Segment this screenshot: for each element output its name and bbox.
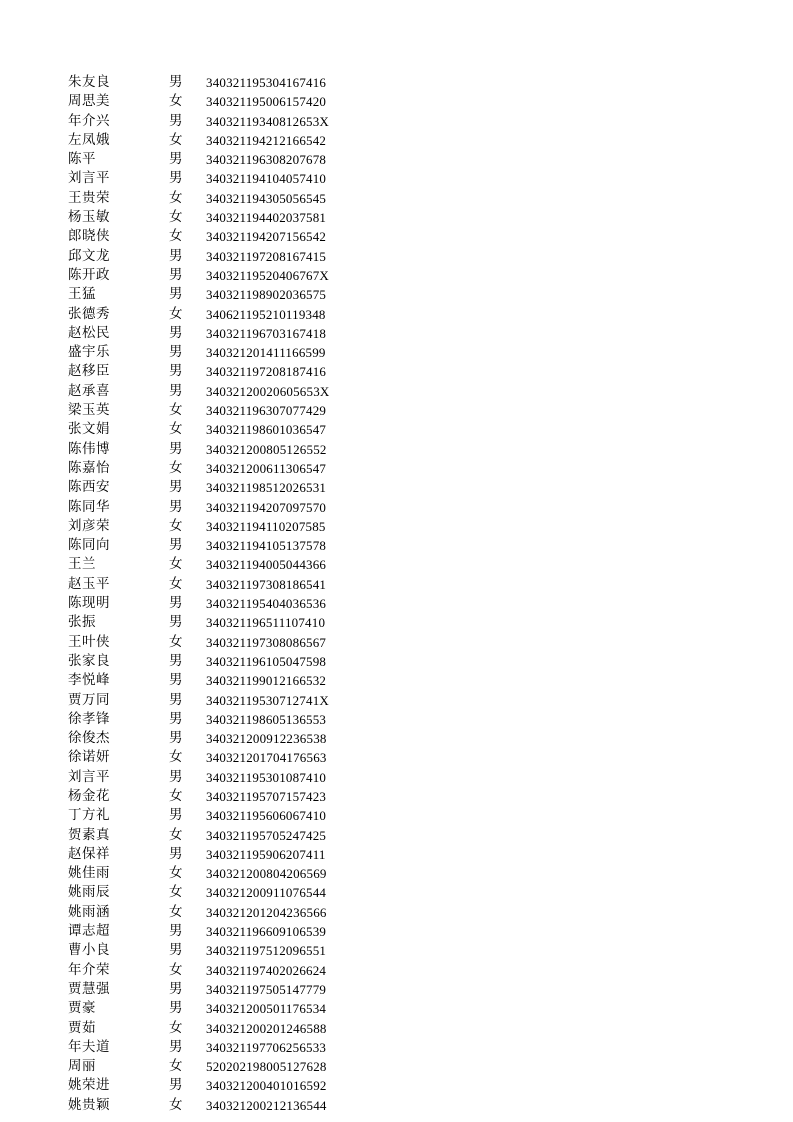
- table-row: [68, 208, 388, 227]
- name-cell: 邱文龙: [68, 247, 110, 264]
- name-cell: 姚佳雨: [68, 865, 110, 882]
- gender-cell: 男: [169, 170, 183, 187]
- gender-cell: 男: [169, 266, 183, 283]
- gender-cell: 女: [169, 421, 183, 438]
- table-row: [68, 440, 388, 459]
- name-cell: 张文娟: [68, 421, 110, 438]
- gender-cell: 男: [169, 614, 183, 631]
- table-row: [68, 883, 388, 902]
- gender-cell: 女: [169, 903, 183, 920]
- id-number-cell: 340321197505147779: [206, 981, 327, 997]
- table-row: [68, 401, 388, 420]
- name-cell: 张振: [68, 614, 96, 631]
- gender-cell: 女: [169, 517, 183, 534]
- id-number-cell: 340321200611306547: [206, 460, 327, 476]
- id-number-cell: 340321197512096551: [206, 943, 327, 959]
- name-cell: 张德秀: [68, 305, 110, 322]
- name-cell: 盛宇乐: [68, 344, 110, 361]
- id-number-cell: 340321198512026531: [206, 480, 327, 496]
- table-row: [68, 633, 388, 652]
- gender-cell: 男: [169, 324, 183, 341]
- table-row: [68, 382, 388, 401]
- name-cell: 陈西安: [68, 479, 110, 496]
- table-row: [68, 131, 388, 150]
- name-cell: 陈同向: [68, 537, 110, 554]
- gender-cell: 女: [169, 189, 183, 206]
- table-row: [68, 420, 388, 439]
- table-row: [68, 864, 388, 883]
- name-cell: 陈嘉怡: [68, 459, 110, 476]
- gender-cell: 女: [169, 93, 183, 110]
- table-row: [68, 1019, 388, 1038]
- table-row: [68, 555, 388, 574]
- name-cell: 贾慧强: [68, 980, 110, 997]
- gender-cell: 女: [169, 402, 183, 419]
- name-cell: 刘言平: [68, 170, 110, 187]
- id-number-cell: 340321200912236538: [206, 731, 327, 747]
- name-cell: 贺素真: [68, 826, 110, 843]
- id-number-cell: 340321196703167418: [206, 325, 327, 341]
- table-row: [68, 941, 388, 960]
- table-row: [68, 536, 388, 555]
- table-row: [68, 517, 388, 536]
- name-cell: 周思美: [68, 93, 110, 110]
- table-row: [68, 498, 388, 517]
- name-cell: 谭志超: [68, 923, 110, 940]
- name-cell: 姚雨辰: [68, 884, 110, 901]
- id-number-cell: 340321196511107410: [206, 615, 326, 631]
- id-number-cell: 340321199012166532: [206, 673, 327, 689]
- id-number-cell: 340321195404036536: [206, 596, 327, 612]
- name-cell: 陈现明: [68, 595, 110, 612]
- name-cell: 赵玉平: [68, 575, 110, 592]
- table-row: [68, 652, 388, 671]
- name-cell: 周丽: [68, 1058, 96, 1075]
- id-number-cell: 340321194105137578: [206, 538, 327, 554]
- id-number-cell: 340321195906207411: [206, 846, 326, 862]
- name-cell: 贾万同: [68, 691, 110, 708]
- gender-cell: 女: [169, 1019, 183, 1036]
- table-row: [68, 787, 388, 806]
- gender-cell: 女: [169, 749, 183, 766]
- table-row: [68, 845, 388, 864]
- table-row: [68, 266, 388, 285]
- id-number-cell: 340321194207156542: [206, 229, 327, 245]
- id-number-cell: 340321201411166599: [206, 345, 326, 361]
- table-row: [68, 691, 388, 710]
- table-row: [68, 169, 388, 188]
- name-cell: 王贵荣: [68, 189, 110, 206]
- name-cell: 姚贵颖: [68, 1096, 110, 1113]
- gender-cell: 女: [169, 305, 183, 322]
- gender-cell: 男: [169, 151, 183, 168]
- id-number-cell: 34032119520406767X: [206, 267, 330, 283]
- table-row: [68, 671, 388, 690]
- name-cell: 曹小良: [68, 942, 110, 959]
- id-number-cell: 340321200804206569: [206, 866, 327, 882]
- table-row: [68, 826, 388, 845]
- id-number-cell: 520202198005127628: [206, 1059, 327, 1075]
- table-row: [68, 362, 388, 381]
- id-number-cell: 340321198601036547: [206, 422, 327, 438]
- table-row: [68, 999, 388, 1018]
- gender-cell: 女: [169, 575, 183, 592]
- name-cell: 赵移臣: [68, 363, 110, 380]
- table-row: [68, 1057, 388, 1076]
- name-cell: 左凤娥: [68, 131, 110, 148]
- name-cell: 杨金花: [68, 787, 110, 804]
- name-cell: 徐俊杰: [68, 730, 110, 747]
- table-row: [68, 343, 388, 362]
- table-row: [68, 150, 388, 169]
- id-number-cell: 340321198605136553: [206, 711, 327, 727]
- table-row: [68, 961, 388, 980]
- table-row: [68, 729, 388, 748]
- id-number-cell: 34032120020605653X: [206, 383, 330, 399]
- id-number-cell: 340321194402037581: [206, 210, 327, 226]
- gender-cell: 女: [169, 459, 183, 476]
- id-number-cell: 340321196609106539: [206, 924, 327, 940]
- name-cell: 年介荣: [68, 961, 110, 978]
- gender-cell: 男: [169, 479, 183, 496]
- id-number-cell: 34032119340812653X: [206, 113, 330, 129]
- gender-cell: 男: [169, 112, 183, 129]
- gender-cell: 男: [169, 768, 183, 785]
- name-cell: 陈开政: [68, 266, 110, 283]
- gender-cell: 女: [169, 1096, 183, 1113]
- name-cell: 赵保祥: [68, 845, 110, 862]
- id-number-cell: 340321200201246588: [206, 1020, 327, 1036]
- gender-cell: 男: [169, 691, 183, 708]
- gender-cell: 男: [169, 980, 183, 997]
- id-number-cell: 340321200212136544: [206, 1097, 327, 1113]
- gender-cell: 男: [169, 942, 183, 959]
- id-number-cell: 340321200501176534: [206, 1001, 327, 1017]
- id-number-cell: 340621195210119348: [206, 306, 326, 322]
- id-number-cell: 340321197208187416: [206, 364, 327, 380]
- table-row: [68, 903, 388, 922]
- id-number-cell: 340321200805126552: [206, 441, 327, 457]
- gender-cell: 女: [169, 131, 183, 148]
- table-row: [68, 1076, 388, 1095]
- name-cell: 郎晓侠: [68, 228, 110, 245]
- gender-cell: 男: [169, 537, 183, 554]
- table-row: [68, 710, 388, 729]
- name-cell: 王猛: [68, 286, 96, 303]
- table-row: [68, 92, 388, 111]
- table-row: [68, 305, 388, 324]
- gender-cell: 男: [169, 440, 183, 457]
- id-number-cell: 34032119530712741X: [206, 692, 330, 708]
- table-row: [68, 768, 388, 787]
- table-row: [68, 459, 388, 478]
- table-row: [68, 748, 388, 767]
- gender-cell: 男: [169, 382, 183, 399]
- id-number-cell: 340321194005044366: [206, 557, 327, 573]
- id-number-cell: 340321195006157420: [206, 94, 327, 110]
- name-cell: 赵承喜: [68, 382, 110, 399]
- gender-cell: 男: [169, 595, 183, 612]
- table-row: [68, 613, 388, 632]
- gender-cell: 男: [169, 845, 183, 862]
- gender-cell: 男: [169, 1077, 183, 1094]
- id-number-cell: 340321195606067410: [206, 808, 327, 824]
- name-cell: 丁方礼: [68, 807, 110, 824]
- name-cell: 赵松民: [68, 324, 110, 341]
- id-number-cell: 340321198902036575: [206, 287, 327, 303]
- name-cell: 杨玉敏: [68, 209, 110, 226]
- gender-cell: 男: [169, 923, 183, 940]
- id-number-cell: 340321195707157423: [206, 788, 327, 804]
- id-number-cell: 340321201704176563: [206, 750, 327, 766]
- name-cell: 贾茹: [68, 1019, 96, 1036]
- roster-table: [68, 73, 388, 1115]
- gender-cell: 男: [169, 363, 183, 380]
- table-row: [68, 806, 388, 825]
- gender-cell: 女: [169, 787, 183, 804]
- gender-cell: 女: [169, 884, 183, 901]
- name-cell: 李悦峰: [68, 672, 110, 689]
- id-number-cell: 340321201204236566: [206, 904, 327, 920]
- name-cell: 姚雨涵: [68, 903, 110, 920]
- gender-cell: 男: [169, 498, 183, 515]
- id-number-cell: 340321197706256533: [206, 1039, 327, 1055]
- id-number-cell: 340321195705247425: [206, 827, 327, 843]
- id-number-cell: 340321196105047598: [206, 653, 327, 669]
- name-cell: 姚荣进: [68, 1077, 110, 1094]
- table-row: [68, 1038, 388, 1057]
- table-row: [68, 980, 388, 999]
- id-number-cell: 340321197308186541: [206, 576, 327, 592]
- name-cell: 刘言平: [68, 768, 110, 785]
- name-cell: 刘彦荣: [68, 517, 110, 534]
- gender-cell: 男: [169, 672, 183, 689]
- table-row: [68, 575, 388, 594]
- name-cell: 王叶侠: [68, 633, 110, 650]
- gender-cell: 女: [169, 826, 183, 843]
- gender-cell: 男: [169, 730, 183, 747]
- id-number-cell: 340321196307077429: [206, 403, 327, 419]
- table-row: [68, 227, 388, 246]
- id-number-cell: 340321194104057410: [206, 171, 327, 187]
- name-cell: 贾豪: [68, 1000, 96, 1017]
- gender-cell: 男: [169, 710, 183, 727]
- gender-cell: 男: [169, 286, 183, 303]
- name-cell: 陈伟博: [68, 440, 110, 457]
- id-number-cell: 340321194212166542: [206, 132, 327, 148]
- gender-cell: 女: [169, 228, 183, 245]
- table-row: [68, 594, 388, 613]
- gender-cell: 女: [169, 209, 183, 226]
- id-number-cell: 340321200401016592: [206, 1078, 327, 1094]
- table-row: [68, 922, 388, 941]
- gender-cell: 男: [169, 74, 183, 90]
- table-row: [68, 112, 388, 131]
- table-row: [68, 285, 388, 304]
- id-number-cell: 340321195301087410: [206, 769, 327, 785]
- name-cell: 徐诺妍: [68, 749, 110, 766]
- table-row: [68, 73, 388, 92]
- name-cell: 朱友良: [68, 74, 110, 90]
- gender-cell: 男: [169, 807, 183, 824]
- gender-cell: 女: [169, 865, 183, 882]
- gender-cell: 女: [169, 633, 183, 650]
- name-cell: 陈同华: [68, 498, 110, 515]
- id-number-cell: 340321194305056545: [206, 190, 327, 206]
- table-row: [68, 324, 388, 343]
- name-cell: 王兰: [68, 556, 96, 573]
- gender-cell: 女: [169, 556, 183, 573]
- gender-cell: 男: [169, 247, 183, 264]
- name-cell: 陈平: [68, 151, 96, 168]
- gender-cell: 男: [169, 652, 183, 669]
- name-cell: 梁玉英: [68, 402, 110, 419]
- table-row: [68, 478, 388, 497]
- id-number-cell: 340321194110207585: [206, 518, 326, 534]
- id-number-cell: 340321195304167416: [206, 75, 327, 90]
- id-number-cell: 340321194207097570: [206, 499, 327, 515]
- gender-cell: 男: [169, 344, 183, 361]
- table-row: [68, 247, 388, 266]
- id-number-cell: 340321200911076544: [206, 885, 327, 901]
- id-number-cell: 340321197308086567: [206, 634, 327, 650]
- id-number-cell: 340321196308207678: [206, 152, 327, 168]
- gender-cell: 男: [169, 1000, 183, 1017]
- table-row: [68, 1096, 388, 1115]
- name-cell: 徐孝锋: [68, 710, 110, 727]
- gender-cell: 男: [169, 1038, 183, 1055]
- name-cell: 年夫道: [68, 1038, 110, 1055]
- table-row: [68, 189, 388, 208]
- name-cell: 张家良: [68, 652, 110, 669]
- name-cell: 年介兴: [68, 112, 110, 129]
- gender-cell: 女: [169, 961, 183, 978]
- id-number-cell: 340321197208167415: [206, 248, 327, 264]
- gender-cell: 女: [169, 1058, 183, 1075]
- id-number-cell: 340321197402026624: [206, 962, 327, 978]
